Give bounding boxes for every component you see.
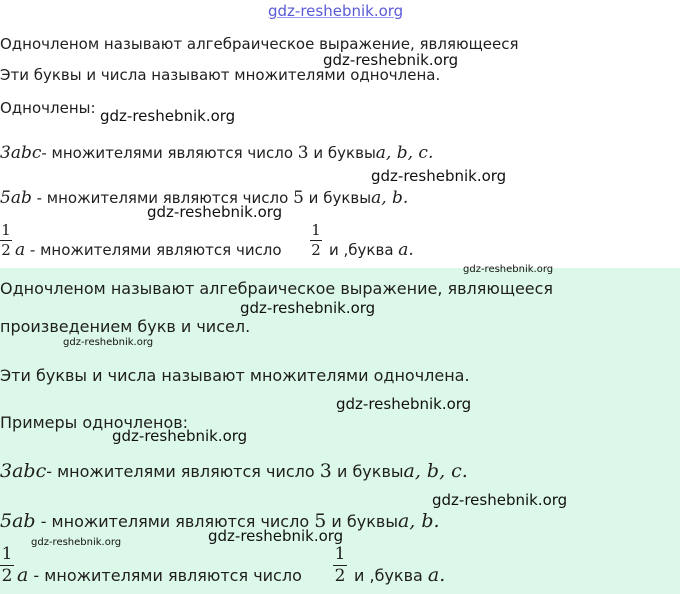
panel-example-3 [17, 564, 302, 586]
watermark-overlay: gdz-reshebnik.org [31, 537, 122, 548]
watermark-overlay: gdz-reshebnik.org [371, 167, 507, 185]
example-3-letter: a. [398, 240, 414, 260]
panel-example-1 [0, 460, 468, 482]
example-3-coef-numerator: 1 [311, 221, 321, 239]
panel-example-1-letters: a, b, c. [403, 460, 468, 482]
panel-example-1-mid: и буквы [336, 462, 404, 481]
panel-example-3-mid: и ,буква [354, 566, 423, 585]
factors-line: Эти буквы и числа называют множителями одночлена. [0, 66, 441, 84]
example-2-mid: и буквы [308, 189, 372, 207]
example-3-fraction [0, 223, 12, 258]
example-1-mid: и буквы [313, 144, 376, 162]
watermark-overlay: gdz-reshebnik.org [463, 264, 554, 275]
example-1-letters: a, b, c. [375, 143, 434, 163]
watermark-overlay: gdz-reshebnik.org [208, 527, 344, 545]
watermark-overlay: gdz-reshebnik.org [432, 491, 568, 509]
panel-example-3-tail [354, 564, 445, 586]
definition-line: Одночленом называют алгебраическое выражение, являющееся [0, 35, 519, 53]
watermark-overlay: gdz-reshebnik.org [100, 107, 236, 125]
watermark-overlay: gdz-reshebnik.org [147, 203, 283, 221]
example-2-letters: a, b. [371, 188, 409, 208]
examples-label: Одночлены: [0, 99, 96, 117]
watermark-overlay: gdz-reshebnik.org [63, 337, 154, 348]
example-3-variable: a [15, 240, 26, 260]
example-3-numerator: 1 [1, 221, 11, 239]
example-3-coef-denominator: 2 [311, 241, 321, 259]
panel-example-1-number: 3 [319, 460, 332, 482]
example-1 [0, 143, 433, 163]
example-3-mid: и ,буква [329, 241, 394, 259]
example-3-coef-fraction [310, 223, 322, 258]
watermark-overlay: gdz-reshebnik.org [323, 51, 459, 69]
example-3-text: - множителями являются число [29, 241, 282, 259]
panel-examples-label: Примеры одночленов: [0, 413, 189, 432]
watermark-overlay: gdz-reshebnik.org [336, 395, 472, 413]
panel-factors-line: Эти буквы и числа называют множителями одночлена. [0, 366, 470, 385]
panel-example-3-variable: a [17, 564, 29, 586]
example-3-denominator: 2 [1, 241, 11, 259]
panel-example-3-denominator: 2 [1, 566, 13, 586]
panel-example-3-fraction [0, 546, 14, 585]
panel-example-1-text: - множителями являются число [46, 462, 315, 481]
example-1-number: 3 [297, 143, 309, 163]
panel-example-2-mid: и буквы [331, 512, 398, 531]
watermark-overlay: gdz-reshebnik.org [112, 427, 248, 445]
example-2-number: 5 [293, 188, 304, 208]
panel-example-3-letter: a. [427, 564, 446, 586]
panel-definition-line-1: Одночленом называют алгебраическое выражение, являющееся [0, 279, 554, 298]
panel-example-3-coef-denominator: 2 [334, 566, 346, 586]
panel-example-2-letters: a, b. [397, 510, 440, 532]
example-3-tail [329, 240, 414, 260]
panel-example-3-text: - множителями являются число [33, 566, 302, 585]
panel-example-3-numerator: 1 [1, 544, 13, 564]
panel-example-1-monomial: 3abc [0, 460, 47, 482]
example-2-text: - множителями являются число [36, 189, 289, 207]
panel-example-3-coef-fraction [333, 546, 347, 585]
panel-example-2-monomial: 5ab [0, 510, 36, 532]
example-1-text: - множителями являются число [41, 144, 294, 162]
panel-definition-line-2: произведением букв и чисел. [0, 317, 251, 336]
watermark-overlay: gdz-reshebnik.org [240, 299, 376, 317]
example-3 [15, 240, 282, 260]
example-2-monomial: 5ab [0, 188, 32, 208]
panel-example-2-text: - множителями являются число [40, 512, 310, 531]
panel-example-2-number: 5 [314, 510, 327, 532]
panel-example-3-coef-numerator: 1 [334, 544, 346, 564]
watermark-top[interactable]: gdz-reshebnik.org [268, 2, 404, 20]
example-1-monomial: 3abc [0, 143, 42, 163]
